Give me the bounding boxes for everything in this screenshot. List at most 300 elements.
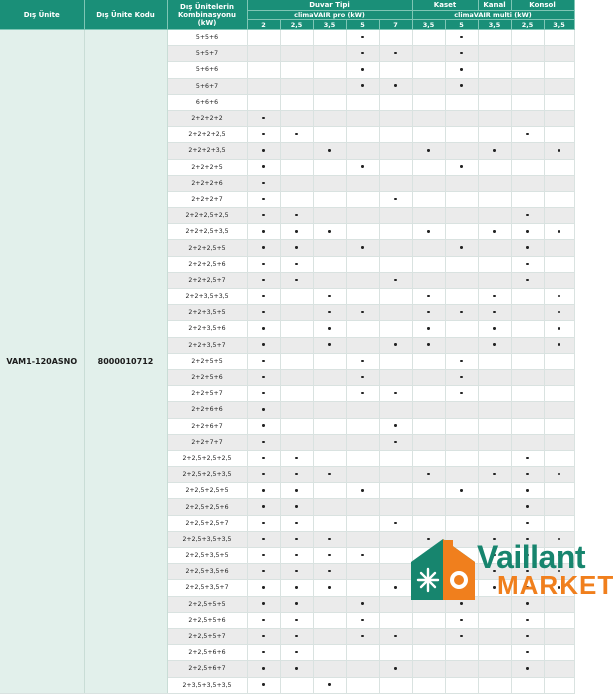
compatibility-cell xyxy=(346,580,379,596)
compatibility-cell xyxy=(313,580,346,596)
compatibility-cell xyxy=(346,515,379,531)
compatible-dot-icon xyxy=(460,84,462,86)
compatibility-cell xyxy=(379,612,412,628)
compatible-dot-icon xyxy=(493,343,495,345)
compatibility-cell xyxy=(346,305,379,321)
compatibility-cell xyxy=(247,208,280,224)
compatible-dot-icon xyxy=(361,619,363,621)
compatibility-cell xyxy=(445,159,478,175)
compatibility-cell xyxy=(412,159,445,175)
combination-cell: 2+2+3,5+6 xyxy=(167,321,247,337)
compatibility-cell xyxy=(280,596,313,612)
compatibility-cell xyxy=(280,110,313,126)
size-header: 3,5 xyxy=(478,20,511,30)
compatible-dot-icon xyxy=(361,602,363,604)
compatibility-cell xyxy=(379,46,412,62)
compatible-dot-icon xyxy=(526,651,528,653)
compatibility-cell xyxy=(379,337,412,353)
compatibility-cell xyxy=(511,110,544,126)
compatibility-cell xyxy=(379,548,412,564)
compatibility-cell xyxy=(379,78,412,94)
compatible-dot-icon xyxy=(262,554,264,556)
compatibility-cell xyxy=(445,515,478,531)
compatible-dot-icon xyxy=(262,457,264,459)
compatibility-cell xyxy=(478,78,511,94)
compatibility-cell xyxy=(511,94,544,110)
compatibility-cell xyxy=(280,159,313,175)
compatibility-cell xyxy=(544,515,574,531)
compatibility-cell xyxy=(511,175,544,191)
compatibility-cell xyxy=(511,30,544,46)
compatible-dot-icon xyxy=(394,667,396,669)
compatibility-cell xyxy=(412,110,445,126)
compatible-dot-icon xyxy=(460,360,462,362)
compatibility-cell xyxy=(313,450,346,466)
compatibility-cell xyxy=(247,645,280,661)
compatibility-cell xyxy=(379,289,412,305)
compatibility-cell xyxy=(280,612,313,628)
compatibility-cell xyxy=(544,450,574,466)
compatible-dot-icon xyxy=(526,457,528,459)
compatibility-cell xyxy=(412,402,445,418)
compatibility-cell xyxy=(511,661,544,677)
compatibility-cell xyxy=(313,240,346,256)
compatible-dot-icon xyxy=(328,473,330,475)
compatibility-cell xyxy=(511,46,544,62)
combination-cell: 2+2,5+5+6 xyxy=(167,612,247,628)
compatible-dot-icon xyxy=(526,133,528,135)
compatibility-cell xyxy=(511,499,544,515)
compatibility-cell xyxy=(445,402,478,418)
compatibility-cell xyxy=(313,434,346,450)
compatibility-cell xyxy=(544,434,574,450)
combination-cell: 2+2,5+5+7 xyxy=(167,628,247,644)
compatible-dot-icon xyxy=(262,635,264,637)
compatibility-cell xyxy=(379,256,412,272)
compatible-dot-icon xyxy=(328,343,330,345)
compatibility-cell xyxy=(247,110,280,126)
compatible-dot-icon xyxy=(493,473,495,475)
compatibility-cell xyxy=(346,224,379,240)
compatibility-cell xyxy=(478,645,511,661)
compatibility-cell xyxy=(346,369,379,385)
compatibility-cell xyxy=(478,110,511,126)
compatibility-cell xyxy=(412,240,445,256)
compatible-dot-icon xyxy=(262,424,264,426)
compatibility-cell xyxy=(346,208,379,224)
compatibility-cell xyxy=(247,434,280,450)
compatibility-cell xyxy=(379,531,412,547)
combination-cell: 2+2,5+6+7 xyxy=(167,661,247,677)
compatibility-cell xyxy=(280,208,313,224)
compatible-dot-icon xyxy=(394,635,396,637)
compatibility-cell xyxy=(280,143,313,159)
compatibility-cell xyxy=(379,661,412,677)
compatible-dot-icon xyxy=(262,538,264,540)
compatible-dot-icon xyxy=(262,376,264,378)
compatibility-cell xyxy=(379,402,412,418)
compatibility-cell xyxy=(313,677,346,693)
compatibility-cell xyxy=(313,353,346,369)
compatibility-cell xyxy=(313,62,346,78)
size-header: 2 xyxy=(247,20,280,30)
compatible-dot-icon xyxy=(262,667,264,669)
compatibility-cell xyxy=(280,661,313,677)
compatible-dot-icon xyxy=(361,311,363,313)
compatible-dot-icon xyxy=(262,619,264,621)
compatibility-cell xyxy=(544,62,574,78)
compatibility-cell xyxy=(346,531,379,547)
compatibility-cell xyxy=(247,386,280,402)
combination-cell: 5+5+6 xyxy=(167,30,247,46)
compatibility-cell xyxy=(247,450,280,466)
compatibility-cell xyxy=(511,434,544,450)
compatibility-cell xyxy=(544,369,574,385)
compatibility-cell xyxy=(412,434,445,450)
combination-cell: 5+6+6 xyxy=(167,62,247,78)
combination-cell: 2+2,5+3,5+5 xyxy=(167,548,247,564)
combination-cell: 2+3,5+3,5+3,5 xyxy=(167,677,247,693)
compatibility-cell xyxy=(247,612,280,628)
compatible-dot-icon xyxy=(328,683,330,685)
compatible-dot-icon xyxy=(295,214,297,216)
compatible-dot-icon xyxy=(460,619,462,621)
compatibility-cell xyxy=(247,191,280,207)
compatibility-cell xyxy=(478,515,511,531)
compatible-dot-icon xyxy=(526,505,528,507)
compatibility-cell xyxy=(445,256,478,272)
compatibility-cell xyxy=(445,127,478,143)
compatible-dot-icon xyxy=(262,522,264,524)
compatible-dot-icon xyxy=(262,198,264,200)
combination-cell: 2+2+5+7 xyxy=(167,386,247,402)
compatibility-cell xyxy=(511,256,544,272)
compatible-dot-icon xyxy=(558,343,560,345)
compatible-dot-icon xyxy=(558,149,560,151)
compatibility-cell xyxy=(280,531,313,547)
combination-cell: 2+2,5+2,5+7 xyxy=(167,515,247,531)
compatible-dot-icon xyxy=(262,602,264,604)
compatibility-cell xyxy=(379,386,412,402)
compatibility-cell xyxy=(313,30,346,46)
compatibility-cell xyxy=(412,78,445,94)
compatibility-cell xyxy=(346,450,379,466)
compatibility-cell xyxy=(511,127,544,143)
compatibility-cell xyxy=(346,612,379,628)
combination-cell: 2+2,5+3,5+3,5 xyxy=(167,531,247,547)
compatible-dot-icon xyxy=(262,360,264,362)
compatibility-cell xyxy=(445,467,478,483)
compatibility-cell xyxy=(511,369,544,385)
header-duct: Kanal xyxy=(478,0,511,11)
compatible-dot-icon xyxy=(295,505,297,507)
compatibility-cell xyxy=(445,289,478,305)
compatibility-cell xyxy=(379,175,412,191)
compatible-dot-icon xyxy=(262,392,264,394)
compatibility-cell xyxy=(445,94,478,110)
compatibility-cell xyxy=(412,208,445,224)
compatibility-cell xyxy=(544,110,574,126)
combination-cell: 2+2+2+7 xyxy=(167,191,247,207)
compatible-dot-icon xyxy=(460,376,462,378)
compatibility-cell xyxy=(544,159,574,175)
compatibility-cell xyxy=(511,289,544,305)
compatible-dot-icon xyxy=(361,489,363,491)
compatible-dot-icon xyxy=(526,635,528,637)
compatibility-cell xyxy=(445,110,478,126)
combination-cell: 2+2+5+5 xyxy=(167,353,247,369)
compatibility-cell xyxy=(247,580,280,596)
compatibility-cell xyxy=(247,531,280,547)
compatibility-cell xyxy=(247,289,280,305)
compatibility-cell xyxy=(445,46,478,62)
compatibility-cell xyxy=(247,321,280,337)
compatible-dot-icon xyxy=(262,586,264,588)
compatible-dot-icon xyxy=(262,408,264,410)
combination-cell: 2+2+2,5+3,5 xyxy=(167,224,247,240)
compatible-dot-icon xyxy=(328,586,330,588)
size-header: 2,5 xyxy=(280,20,313,30)
compatible-dot-icon xyxy=(558,473,560,475)
compatibility-cell xyxy=(478,321,511,337)
compatibility-cell xyxy=(445,305,478,321)
compatibility-cell xyxy=(478,450,511,466)
compatibility-cell xyxy=(379,677,412,693)
compatibility-cell xyxy=(478,483,511,499)
compatible-dot-icon xyxy=(526,279,528,281)
compatibility-cell xyxy=(313,369,346,385)
header-console: Konsol xyxy=(511,0,574,11)
combination-cell: 2+2+3,5+5 xyxy=(167,305,247,321)
compatible-dot-icon xyxy=(295,586,297,588)
compatibility-cell xyxy=(478,159,511,175)
compatibility-cell xyxy=(445,645,478,661)
compatibility-cell xyxy=(445,612,478,628)
compatibility-cell xyxy=(412,256,445,272)
compatibility-cell xyxy=(379,596,412,612)
compatibility-cell xyxy=(313,402,346,418)
compatibility-cell xyxy=(346,645,379,661)
compatibility-cell xyxy=(445,191,478,207)
compatible-dot-icon xyxy=(558,230,560,232)
header-wall-type: Duvar Tipi xyxy=(247,0,412,11)
compatibility-cell xyxy=(280,434,313,450)
compatibility-cell xyxy=(445,661,478,677)
compatibility-cell xyxy=(445,369,478,385)
compatible-dot-icon xyxy=(295,133,297,135)
compatibility-cell xyxy=(280,62,313,78)
compatibility-cell xyxy=(280,564,313,580)
compatibility-cell xyxy=(247,337,280,353)
compatibility-cell xyxy=(412,143,445,159)
combination-cell: 2+2+2,5+7 xyxy=(167,272,247,288)
compatible-dot-icon xyxy=(361,392,363,394)
compatibility-cell xyxy=(544,46,574,62)
compatible-dot-icon xyxy=(328,570,330,572)
compatibility-cell xyxy=(280,353,313,369)
compatibility-cell xyxy=(280,127,313,143)
compatibility-cell xyxy=(280,337,313,353)
compatibility-cell xyxy=(379,62,412,78)
compatibility-cell xyxy=(412,224,445,240)
compatible-dot-icon xyxy=(262,182,264,184)
compatibility-cell xyxy=(346,321,379,337)
compatible-dot-icon xyxy=(295,619,297,621)
compatibility-cell xyxy=(544,677,574,693)
compatibility-cell xyxy=(445,628,478,644)
compatible-dot-icon xyxy=(262,570,264,572)
compatibility-cell xyxy=(247,224,280,240)
compatibility-cell xyxy=(247,46,280,62)
combination-cell: 2+2+2+2 xyxy=(167,110,247,126)
compatibility-cell xyxy=(412,499,445,515)
compatibility-cell xyxy=(280,175,313,191)
compatibility-cell xyxy=(544,272,574,288)
combination-cell: 2+2+2+3,5 xyxy=(167,143,247,159)
outdoor-unit-name: VAM1-120ASNO xyxy=(0,30,84,694)
compatibility-cell xyxy=(280,548,313,564)
compatible-dot-icon xyxy=(361,376,363,378)
combination-cell: 2+2+2+2,5 xyxy=(167,127,247,143)
size-header: 3,5 xyxy=(313,20,346,30)
compatibility-cell xyxy=(379,272,412,288)
compatibility-cell xyxy=(379,305,412,321)
compatible-dot-icon xyxy=(262,263,264,265)
compatible-dot-icon xyxy=(427,149,429,151)
compatibility-cell xyxy=(412,62,445,78)
compatibility-cell xyxy=(313,564,346,580)
compatibility-cell xyxy=(346,677,379,693)
compatible-dot-icon xyxy=(427,311,429,313)
combination-cell: 2+2,5+2,5+6 xyxy=(167,499,247,515)
combination-cell: 2+2,5+5+5 xyxy=(167,596,247,612)
compatible-dot-icon xyxy=(361,68,363,70)
compatible-dot-icon xyxy=(526,619,528,621)
compatibility-cell xyxy=(412,386,445,402)
compatibility-cell xyxy=(247,677,280,693)
compatibility-cell xyxy=(412,418,445,434)
compatibility-cell xyxy=(544,402,574,418)
compatibility-cell xyxy=(379,240,412,256)
compatibility-cell xyxy=(247,159,280,175)
compatibility-cell xyxy=(346,46,379,62)
compatibility-cell xyxy=(544,418,574,434)
compatibility-cell xyxy=(280,30,313,46)
compatibility-cell xyxy=(313,483,346,499)
compatibility-cell xyxy=(478,386,511,402)
combination-cell: 2+2,5+6+6 xyxy=(167,645,247,661)
compatibility-cell xyxy=(247,483,280,499)
compatible-dot-icon xyxy=(295,473,297,475)
compatibility-cell xyxy=(346,661,379,677)
compatibility-cell xyxy=(379,208,412,224)
compatibility-cell xyxy=(445,224,478,240)
compatibility-cell xyxy=(478,499,511,515)
compatibility-cell xyxy=(544,661,574,677)
compatibility-cell xyxy=(511,272,544,288)
compatibility-cell xyxy=(346,564,379,580)
combination-cell: 2+2+2+5 xyxy=(167,159,247,175)
compatible-dot-icon xyxy=(361,84,363,86)
compatible-dot-icon xyxy=(262,651,264,653)
compatibility-cell xyxy=(412,369,445,385)
compatibility-cell xyxy=(511,612,544,628)
compatibility-cell xyxy=(478,208,511,224)
compatibility-cell xyxy=(412,127,445,143)
compatibility-cell xyxy=(313,272,346,288)
outdoor-unit-code: 8000010712 xyxy=(84,30,167,694)
compatibility-cell xyxy=(346,353,379,369)
compatible-dot-icon xyxy=(394,52,396,54)
compatible-dot-icon xyxy=(394,441,396,443)
compatible-dot-icon xyxy=(295,667,297,669)
compatibility-cell xyxy=(511,483,544,499)
compatible-dot-icon xyxy=(262,683,264,685)
compatibility-cell xyxy=(379,564,412,580)
compatible-dot-icon xyxy=(295,263,297,265)
compatibility-cell xyxy=(511,337,544,353)
compatibility-cell xyxy=(280,628,313,644)
compatibility-cell xyxy=(346,628,379,644)
compatibility-cell xyxy=(511,143,544,159)
compatibility-cell xyxy=(478,369,511,385)
compatibility-cell xyxy=(280,515,313,531)
compatibility-cell xyxy=(280,272,313,288)
compatible-dot-icon xyxy=(262,295,264,297)
compatibility-cell xyxy=(511,418,544,434)
compatible-dot-icon xyxy=(262,311,264,313)
compatibility-cell xyxy=(445,434,478,450)
compatibility-cell xyxy=(379,418,412,434)
compatibility-cell xyxy=(280,78,313,94)
compatibility-cell xyxy=(412,677,445,693)
compatibility-cell xyxy=(346,127,379,143)
compatibility-cell xyxy=(445,30,478,46)
combination-cell: 2+2+3,5+3,5 xyxy=(167,289,247,305)
combination-cell: 6+6+6 xyxy=(167,94,247,110)
compatibility-cell xyxy=(511,353,544,369)
compatibility-cell xyxy=(247,548,280,564)
compatibility-cell xyxy=(544,305,574,321)
compatibility-cell xyxy=(511,628,544,644)
compatibility-cell xyxy=(544,467,574,483)
compatibility-cell xyxy=(247,467,280,483)
compatible-dot-icon xyxy=(394,586,396,588)
compatibility-cell xyxy=(313,628,346,644)
compatibility-cell xyxy=(346,402,379,418)
compatibility-cell xyxy=(346,499,379,515)
combination-cell: 2+2,5+2,5+5 xyxy=(167,483,247,499)
compatibility-cell xyxy=(280,46,313,62)
compatibility-cell xyxy=(478,256,511,272)
compatibility-cell xyxy=(346,548,379,564)
compatibility-cell xyxy=(478,30,511,46)
compatibility-cell xyxy=(511,515,544,531)
compatibility-cell xyxy=(379,127,412,143)
compatibility-cell xyxy=(478,62,511,78)
compatibility-cell xyxy=(544,645,574,661)
compatible-dot-icon xyxy=(460,52,462,54)
house-logo-icon xyxy=(411,537,481,600)
compatibility-cell xyxy=(280,94,313,110)
compatible-dot-icon xyxy=(295,635,297,637)
compatible-dot-icon xyxy=(460,246,462,248)
compatibility-cell xyxy=(346,175,379,191)
compatible-dot-icon xyxy=(262,214,264,216)
compatibility-cell xyxy=(511,305,544,321)
compatibility-cell xyxy=(379,645,412,661)
compatible-dot-icon xyxy=(295,230,297,232)
